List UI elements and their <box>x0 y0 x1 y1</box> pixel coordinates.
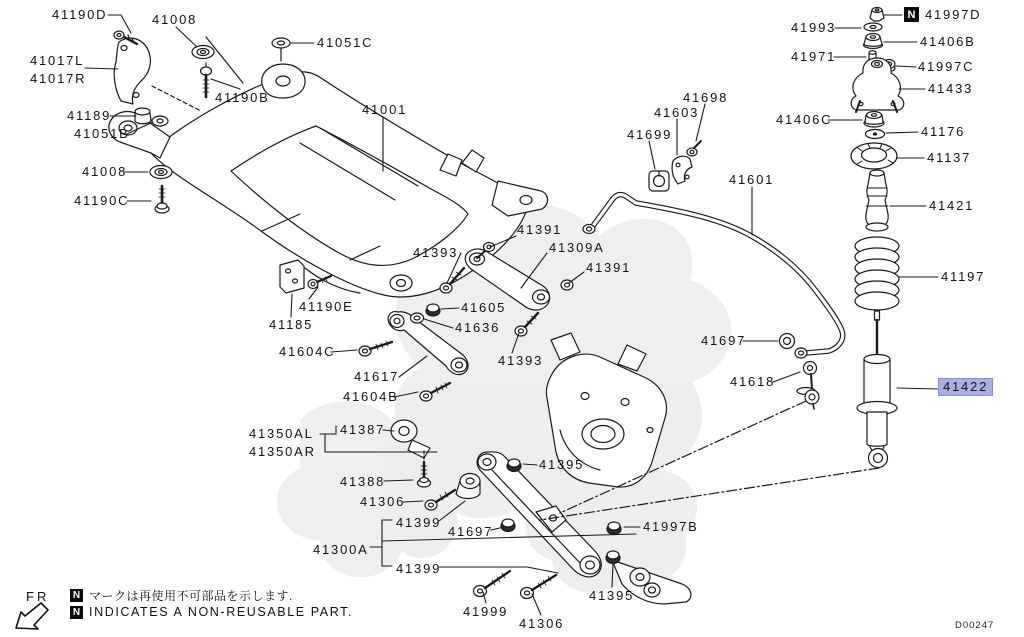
part-label-41399-28 <box>396 516 441 530</box>
part-number-text: 41997C <box>918 59 975 74</box>
part-number-text: 41190B <box>215 90 270 105</box>
part-label-41391-14 <box>586 261 631 275</box>
part-number-text: 41604C <box>279 344 336 359</box>
part-label-41997B-36 <box>643 520 699 534</box>
front-direction-label: FR <box>26 589 50 604</box>
part-label-41388-26 <box>340 475 385 489</box>
part-number-text: 41387 <box>340 422 386 437</box>
part-label-41399-31 <box>396 562 441 576</box>
part-label-41300A-30 <box>313 543 369 557</box>
part-label-41176-50 <box>921 125 965 139</box>
part-label-41699-40 <box>627 128 672 142</box>
part-label-41017L-3 <box>30 54 84 68</box>
part-label-41406B-46 <box>920 35 976 49</box>
part-number-text: 41997D <box>925 6 982 22</box>
part-label-41051C-2 <box>317 36 373 50</box>
part-label-41421-52 <box>929 199 974 213</box>
non-reusable-icon: N <box>904 7 919 22</box>
part-number-text: 41697 <box>448 524 494 539</box>
part-number-text: 41393 <box>413 245 459 260</box>
diagram-code: D00247 <box>955 620 995 631</box>
part-label-41137-51 <box>927 151 971 165</box>
part-number-text: 41350AL <box>249 426 314 441</box>
part-number-text: 41395 <box>589 588 635 603</box>
part-number-text: 41603 <box>654 105 700 120</box>
part-number-text: 41997B <box>643 519 699 534</box>
part-number-text: 41406B <box>920 34 976 49</box>
part-number-text: 41433 <box>928 81 974 96</box>
part-number-text: 41190E <box>299 299 354 314</box>
part-label-41309A-13 <box>549 241 605 255</box>
part-number-text: 41306 <box>360 494 406 509</box>
part-label-41001-10 <box>362 103 407 117</box>
part-number-text: 41350AR <box>249 444 316 459</box>
part-label-41604B-21 <box>343 390 399 404</box>
part-label-41393-22 <box>498 354 543 368</box>
part-label-41391-11 <box>517 223 562 237</box>
part-number-text: 41306 <box>519 616 565 631</box>
part-label-41306-27 <box>360 495 405 509</box>
part-number-text: 41993 <box>791 20 837 35</box>
part-label-41051B-6 <box>74 127 130 141</box>
part-label-41601-39 <box>729 173 774 187</box>
part-label-41395-34 <box>539 458 584 472</box>
part-number-text: 41001 <box>362 102 408 117</box>
part-number-text: 41698 <box>683 90 729 105</box>
part-label-41197-53 <box>941 270 985 284</box>
part-number-text: 41137 <box>927 150 972 165</box>
part-label-41190E-17 <box>299 300 354 314</box>
part-number-text: 41999 <box>463 604 509 619</box>
part-number-text: 41185 <box>269 317 314 332</box>
part-number-text: 41422 <box>943 379 989 394</box>
part-label-41997D-45 <box>904 7 981 22</box>
part-number-text: 41190C <box>74 193 130 208</box>
part-number-text: 41189 <box>67 108 112 123</box>
part-number-text: 41190D <box>52 7 108 22</box>
part-label-41697-37 <box>701 334 746 348</box>
part-label-41189-5 <box>67 109 111 123</box>
part-number-text: 41395 <box>539 457 585 472</box>
part-number-text: 41008 <box>152 12 198 27</box>
part-label-41422-54 <box>938 378 993 396</box>
part-number-text: 41393 <box>498 353 544 368</box>
part-number-text: 41636 <box>455 320 501 335</box>
part-label-41306-33 <box>519 617 564 631</box>
part-number-text: 41617 <box>354 369 400 384</box>
part-label-41190D-0 <box>52 8 107 22</box>
part-label-41698-42 <box>683 91 728 105</box>
part-number-text: 41391 <box>586 260 632 275</box>
part-label-41008-1 <box>152 13 197 27</box>
part-label-41350AL-23 <box>249 427 314 441</box>
part-label-41190C-8 <box>74 194 129 208</box>
front-direction-arrow-icon <box>13 601 55 631</box>
non-reusable-note-jp <box>70 587 293 604</box>
part-label-41393-12 <box>413 246 458 260</box>
part-number-text: 41605 <box>461 300 507 315</box>
part-label-41997C-47 <box>918 60 974 74</box>
part-label-41617-20 <box>354 370 399 384</box>
part-number-text: 41604B <box>343 389 399 404</box>
part-label-41433-48 <box>928 82 973 96</box>
part-number-text: 41388 <box>340 474 386 489</box>
part-number-text: 41391 <box>517 222 563 237</box>
part-number-text: 41421 <box>929 198 975 213</box>
part-number-text: 41399 <box>396 515 442 530</box>
part-label-41387-25 <box>340 423 385 437</box>
part-number-text: 41300A <box>313 542 369 557</box>
part-number-text: 41399 <box>396 561 442 576</box>
non-reusable-note-en-text: INDICATES A NON-REUSABLE PART. <box>89 605 354 619</box>
part-number-text: 41176 <box>921 124 966 139</box>
part-label-41999-32 <box>463 605 508 619</box>
non-reusable-note-jp-text: マークは再使用不可部品を示します. <box>89 589 293 603</box>
part-number-text: 41017L <box>30 53 85 68</box>
part-number-text: 41971 <box>791 49 837 64</box>
part-label-41185-18 <box>269 318 313 332</box>
part-number-text: 41697 <box>701 333 747 348</box>
part-label-41406C-49 <box>776 113 832 127</box>
part-label-41604C-19 <box>279 345 335 359</box>
part-label-41603-41 <box>654 106 699 120</box>
part-number-text: 41008 <box>82 164 128 179</box>
part-number-text: 41017R <box>30 71 87 86</box>
part-number-text: 41406C <box>776 112 833 127</box>
non-reusable-icon: N <box>70 606 83 619</box>
part-number-text: 41699 <box>627 127 673 142</box>
part-number-text: 41309A <box>549 240 605 255</box>
part-label-41971-44 <box>791 50 836 64</box>
part-number-text: 41601 <box>729 172 775 187</box>
part-number-text: 41197 <box>941 269 986 284</box>
part-label-41008-7 <box>82 165 127 179</box>
non-reusable-note-en <box>70 605 353 619</box>
part-number-text: 41051C <box>317 35 374 50</box>
non-reusable-icon: N <box>70 589 83 602</box>
part-label-41350AR-24 <box>249 445 316 459</box>
part-label-41636-16 <box>455 321 500 335</box>
part-number-text: 41051B <box>74 126 130 141</box>
part-label-41993-43 <box>791 21 836 35</box>
part-label-41395-35 <box>589 589 634 603</box>
part-number-text: 41618 <box>730 374 776 389</box>
part-label-41190B-9 <box>215 91 270 105</box>
part-label-41697-29 <box>448 525 493 539</box>
part-label-41017R-4 <box>30 72 86 86</box>
part-label-41605-15 <box>461 301 506 315</box>
part-label-41618-38 <box>730 375 775 389</box>
